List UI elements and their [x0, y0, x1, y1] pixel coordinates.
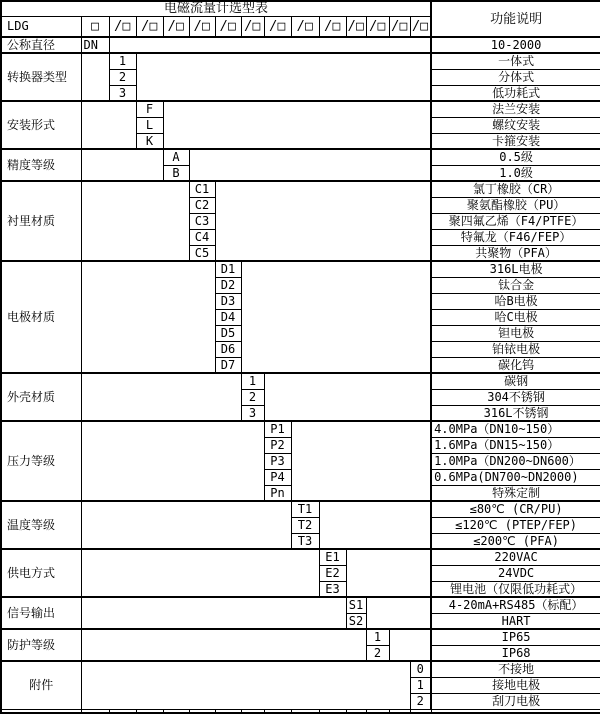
spacer-cell: [81, 661, 410, 709]
model-slot-10: /□: [346, 16, 366, 37]
model-slot-12: /□: [389, 16, 410, 37]
table-row: [1, 149, 600, 165]
spacer-cell: [81, 597, 346, 629]
code-cell: D2: [215, 277, 241, 293]
function-cell: 钛合金: [431, 277, 600, 293]
category-label: 压力等级: [1, 421, 81, 501]
grid-tick: [1, 709, 81, 713]
spacer-cell: [389, 629, 431, 661]
model-slot-5: /□: [215, 16, 241, 37]
spacer-cell: [346, 549, 431, 597]
grid-tick: [410, 709, 431, 713]
code-cell: 2: [366, 645, 389, 661]
code-cell: P1: [264, 421, 291, 437]
function-cell: ≤80℃ (CR/PU): [431, 501, 600, 517]
function-cell: 特殊定制: [431, 485, 600, 501]
code-cell: 3: [109, 85, 136, 101]
function-cell: HART: [431, 613, 600, 629]
code-cell: 2: [241, 389, 264, 405]
code-cell: S1: [346, 597, 366, 613]
table-row: [1, 53, 600, 69]
title-row: [1, 1, 600, 16]
table-row: [1, 373, 600, 389]
function-cell: IP65: [431, 629, 600, 645]
function-cell: 共聚物（PFA）: [431, 245, 600, 261]
table-row: [1, 597, 600, 613]
grid-tick: [431, 709, 600, 713]
table-row: [1, 101, 600, 117]
code-cell: C5: [189, 245, 215, 261]
spacer-cell: [81, 181, 189, 261]
function-cell: 1.0级: [431, 165, 600, 181]
table-row: [1, 181, 600, 197]
code-cell: D5: [215, 325, 241, 341]
spacer-cell: [215, 181, 431, 261]
function-cell: 1.0MPa（DN200~DN600）: [431, 453, 600, 469]
function-cell: 哈B电极: [431, 293, 600, 309]
spacer-cell: [291, 421, 431, 501]
grid-tick: [136, 709, 163, 713]
spacer-cell: [81, 501, 291, 549]
spacer-cell: [81, 421, 264, 501]
code-cell: K: [136, 133, 163, 149]
model-slot-13: /□: [410, 16, 431, 37]
category-label: 电极材质: [1, 261, 81, 373]
function-cell: 316L不锈钢: [431, 405, 600, 421]
function-cell: 1.6MPa（DN15~150）: [431, 437, 600, 453]
category-label: 精度等级: [1, 149, 81, 181]
code-cell: C2: [189, 197, 215, 213]
function-cell: 特氟龙（F46/FEP）: [431, 229, 600, 245]
spacer-cell: [81, 101, 136, 149]
spacer-cell: [319, 501, 431, 549]
model-slot-9: /□: [319, 16, 346, 37]
function-column-header: 功能说明: [431, 1, 600, 37]
category-label: 防护等级: [1, 629, 81, 661]
function-cell: 24VDC: [431, 565, 600, 581]
function-cell: 10-2000: [431, 37, 600, 53]
code-cell: E1: [319, 549, 346, 565]
function-cell: ≤120℃ (PTEP/FEP): [431, 517, 600, 533]
spacer-cell: [189, 149, 431, 181]
code-cell: 1: [241, 373, 264, 389]
code-cell: 0: [410, 661, 431, 677]
grid-tick: [81, 709, 109, 713]
model-slot-7: /□: [264, 16, 291, 37]
table-row: [1, 549, 600, 565]
function-cell: 分体式: [431, 69, 600, 85]
code-cell: 2: [410, 693, 431, 709]
function-cell: 刮刀电极: [431, 693, 600, 709]
function-cell: 碳化钨: [431, 357, 600, 373]
model-slot-3: /□: [163, 16, 189, 37]
grid-tick: [366, 709, 389, 713]
code-cell: T2: [291, 517, 319, 533]
table-row: [1, 501, 600, 517]
category-label: 温度等级: [1, 501, 81, 549]
code-cell: D7: [215, 357, 241, 373]
category-label: 转换器类型: [1, 53, 81, 101]
code-cell: C1: [189, 181, 215, 197]
function-cell: 一体式: [431, 53, 600, 69]
code-cell: E3: [319, 581, 346, 597]
grid-tick: [163, 709, 189, 713]
code-cell: E2: [319, 565, 346, 581]
table-row: [1, 37, 600, 53]
function-cell: 钽电极: [431, 325, 600, 341]
table-title: 电磁流量计选型表: [1, 1, 431, 16]
function-cell: 卡箍安装: [431, 133, 600, 149]
function-cell: 接地电极: [431, 677, 600, 693]
code-cell: C3: [189, 213, 215, 229]
spacer-cell: [264, 373, 431, 421]
code-cell: A: [163, 149, 189, 165]
spacer-cell: [81, 629, 366, 661]
spacer-cell: [81, 261, 215, 373]
model-slot-8: /□: [291, 16, 319, 37]
code-cell: P3: [264, 453, 291, 469]
category-label: 衬里材质: [1, 181, 81, 261]
function-cell: 4-20mA+RS485（标配）: [431, 597, 600, 613]
function-cell: 聚四氟乙烯（F4/PTFE）: [431, 213, 600, 229]
code-cell: D6: [215, 341, 241, 357]
table-row: [1, 661, 600, 677]
code-cell: D4: [215, 309, 241, 325]
code-cell: Pn: [264, 485, 291, 501]
table-row: [1, 629, 600, 645]
spacer-cell: [81, 549, 319, 597]
function-cell: IP68: [431, 645, 600, 661]
code-cell: 1: [410, 677, 431, 693]
code-cell: S2: [346, 613, 366, 629]
model-slot-11: /□: [366, 16, 389, 37]
function-cell: 锂电池（仅限低功耗式）: [431, 581, 600, 597]
code-cell: D1: [215, 261, 241, 277]
spacer-cell: [366, 597, 431, 629]
function-cell: 316L电极: [431, 261, 600, 277]
code-cell: B: [163, 165, 189, 181]
code-cell: 2: [109, 69, 136, 85]
function-cell: 哈C电极: [431, 309, 600, 325]
code-cell: D3: [215, 293, 241, 309]
function-cell: 铂铱电极: [431, 341, 600, 357]
function-cell: 304不锈钢: [431, 389, 600, 405]
spacer-cell: [81, 53, 109, 101]
function-cell: 低功耗式: [431, 85, 600, 101]
model-slot-2: /□: [136, 16, 163, 37]
function-cell: 聚氨酯橡胶（PU）: [431, 197, 600, 213]
grid-tick: [215, 709, 241, 713]
grid-tick: [346, 709, 366, 713]
grid-tick: [109, 709, 136, 713]
function-cell: 不接地: [431, 661, 600, 677]
model-prefix-cell: LDG: [1, 16, 81, 37]
table-row: [1, 421, 600, 437]
function-cell: 4.0MPa（DN10~150）: [431, 421, 600, 437]
code-cell: P2: [264, 437, 291, 453]
spacer-cell: [109, 37, 431, 53]
category-label: 信号输出: [1, 597, 81, 629]
category-label: 外壳材质: [1, 373, 81, 421]
code-cell: T3: [291, 533, 319, 549]
spacer-cell: [81, 149, 163, 181]
code-cell: 3: [241, 405, 264, 421]
spacer-cell: [136, 53, 431, 101]
model-box-cell: □: [81, 16, 109, 37]
function-cell: 0.5级: [431, 149, 600, 165]
code-cell: 1: [109, 53, 136, 69]
model-slot-4: /□: [189, 16, 215, 37]
function-cell: 氯丁橡胶（CR）: [431, 181, 600, 197]
grid-tick: [291, 709, 319, 713]
spacer-cell: [241, 261, 431, 373]
category-label: 附件: [1, 661, 81, 709]
code-cell: F: [136, 101, 163, 117]
function-cell: 螺纹安装: [431, 117, 600, 133]
category-label: 安装形式: [1, 101, 81, 149]
grid-tick: [189, 709, 215, 713]
code-cell: T1: [291, 501, 319, 517]
function-cell: 法兰安装: [431, 101, 600, 117]
category-label: 公称直径: [1, 37, 81, 53]
function-cell: 碳钢: [431, 373, 600, 389]
code-cell: 1: [366, 629, 389, 645]
bottom-grid-row: [1, 709, 600, 713]
grid-tick: [264, 709, 291, 713]
table-row: [1, 261, 600, 277]
model-slot-1: /□: [109, 16, 136, 37]
spacer-cell: [163, 101, 431, 149]
function-cell: 220VAC: [431, 549, 600, 565]
code-cell: C4: [189, 229, 215, 245]
category-label: 供电方式: [1, 549, 81, 597]
grid-tick: [241, 709, 264, 713]
grid-tick: [389, 709, 410, 713]
grid-tick: [319, 709, 346, 713]
code-cell: P4: [264, 469, 291, 485]
spacer-cell: [81, 373, 241, 421]
function-cell: 0.6MPa(DN700~DN2000): [431, 469, 600, 485]
code-cell: DN: [81, 37, 109, 53]
code-cell: L: [136, 117, 163, 133]
model-slot-6: /□: [241, 16, 264, 37]
function-cell: ≤200℃ (PFA): [431, 533, 600, 549]
